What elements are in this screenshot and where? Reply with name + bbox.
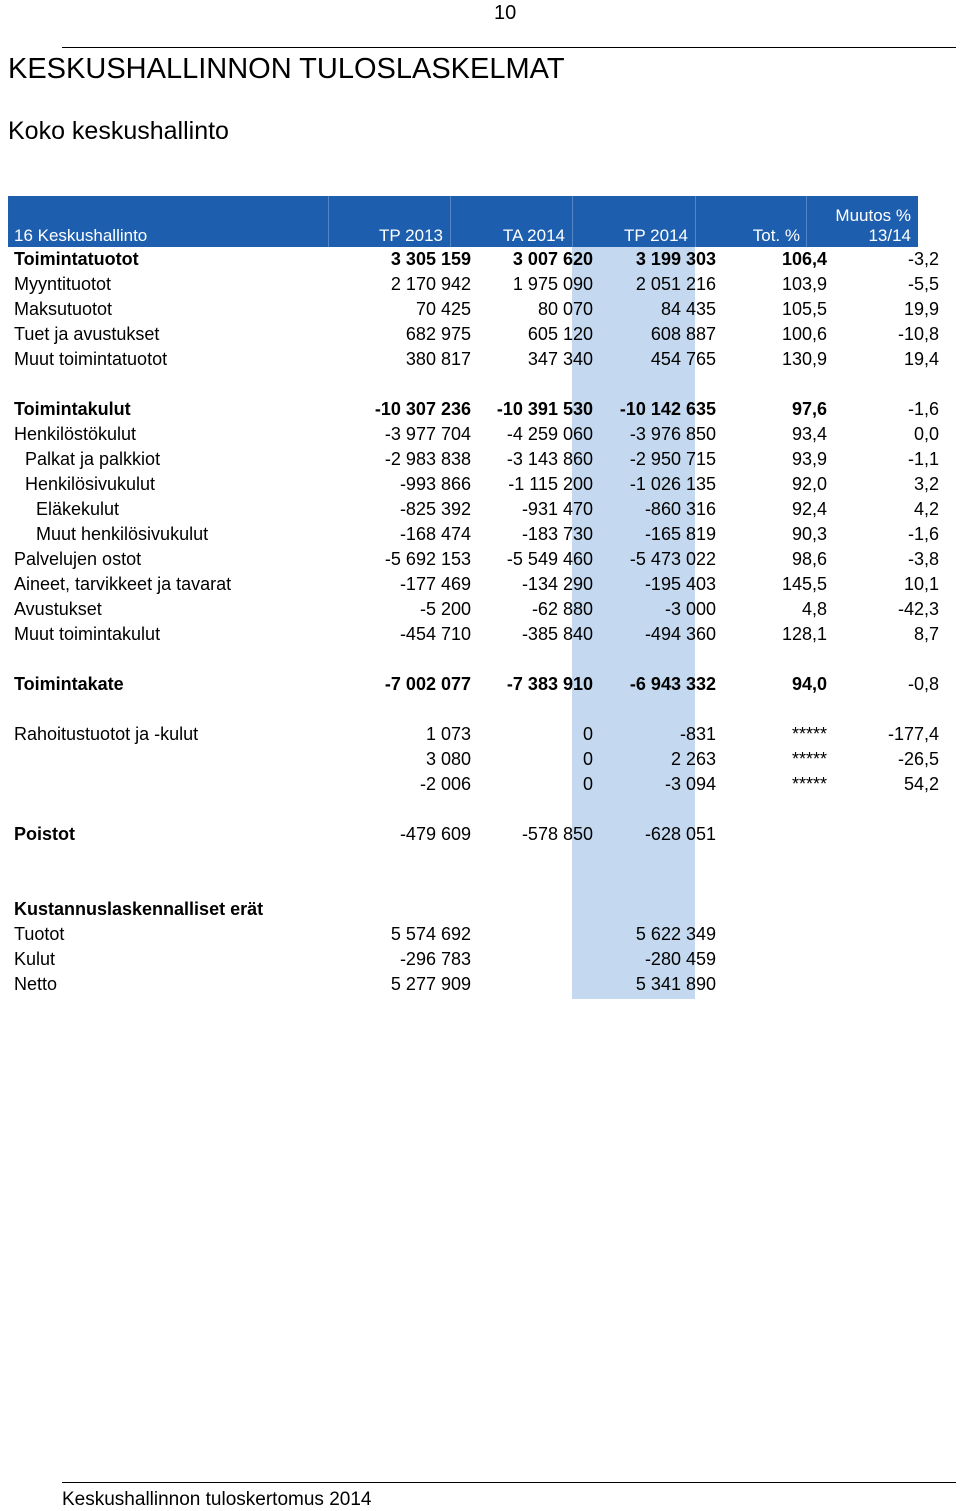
cell-muutos: 0,0 [913,424,939,444]
row-label: Henkilösivukulut [25,474,156,494]
cell-ta2014 [478,922,600,947]
cell-muutos: -0,8 [907,674,939,694]
cell-ta2014: -134 290 [521,574,593,594]
cell-tot-percent: ***** [791,774,827,794]
row-label: Muut toimintakulut [14,624,161,644]
cell-tp2014: 2 263 [670,749,716,769]
table-row [8,772,946,797]
cell-ta2014: 80 070 [537,299,593,319]
spacer-row [8,697,946,722]
cell-tot-percent [723,947,834,972]
cell-ta2014: -183 730 [521,524,593,544]
cell-ta2014: -62 880 [531,599,593,619]
top-rule [62,47,956,48]
cell-ta2014: -1 115 200 [508,474,593,494]
cell-tp2013: -5 692 153 [384,549,471,569]
row-label: Myyntituotot [14,274,112,294]
page-title: KESKUSHALLINNON TULOSLASKELMAT [8,53,565,85]
cell-tp2014: -494 360 [644,624,716,644]
row-label: Henkilöstökulut [14,424,137,444]
table-row [8,747,946,772]
cell-muutos: -3,2 [907,249,939,269]
header-separator [695,196,696,247]
cell-tp2013: -454 710 [399,624,471,644]
cell-tot-percent: 93,9 [791,449,827,469]
table-row [8,322,946,347]
header-label: 16 Keskushallinto [14,226,148,245]
table-row [8,897,946,922]
cell-ta2014: 0 [582,724,593,744]
cell-ta2014: -385 840 [521,624,593,644]
row-label: Tuotot [14,924,65,944]
cell-tp2013: 3 080 [425,749,471,769]
cell-muutos: 54,2 [903,774,939,794]
cell-tot-percent: 90,3 [791,524,827,544]
table-row [8,822,946,847]
cell-ta2014: -5 549 460 [506,549,593,569]
cell-ta2014 [478,897,600,922]
table-row [8,672,946,697]
table-row [8,247,946,272]
header-separator [328,196,329,247]
row-label: Avustukset [14,599,102,619]
cell-tp2014: -2 950 715 [629,449,716,469]
cell-ta2014: -7 383 910 [506,674,593,694]
cell-ta2014 [478,947,600,972]
cell-tp2014: -10 142 635 [619,399,716,419]
cell-tp2013: 5 277 909 [390,974,471,994]
cell-muutos: -3,8 [907,549,939,569]
cell-ta2014: 605 120 [527,324,593,344]
cell-ta2014: -3 143 860 [506,449,593,469]
cell-tp2014: -195 403 [644,574,716,594]
row-label: Netto [14,974,58,994]
cell-tot-percent: ***** [791,724,827,744]
spacer-row [8,847,946,897]
row-label: Poistot [14,824,75,844]
row-label: Rahoitustuotot ja -kulut [14,724,199,744]
row-label: Toimintakate [14,674,124,694]
cell-tp2014: -165 819 [644,524,716,544]
table-row [8,572,946,597]
cell-tp2013: -7 002 077 [384,674,471,694]
cell-tp2014: -6 943 332 [629,674,716,694]
income-statement-table [8,247,946,997]
cell-muutos [834,822,946,847]
cell-tot-percent: 4,8 [801,599,827,619]
table-row [8,597,946,622]
cell-tp2013: -2 983 838 [384,449,471,469]
cell-tot-percent: 128,1 [781,624,827,644]
cell-ta2014: -931 470 [521,499,593,519]
header-tp2013: TP 2013 [379,226,443,245]
row-label: Tuet ja avustukset [14,324,160,344]
cell-muutos: -42,3 [897,599,939,619]
cell-tp2013: 5 574 692 [390,924,471,944]
row-label: Muut henkilösivukulut [36,524,209,544]
cell-tp2013: 682 975 [405,324,471,344]
table-row [8,272,946,297]
cell-tot-percent: 98,6 [791,549,827,569]
table-row [8,622,946,647]
cell-tp2013: -5 200 [419,599,471,619]
header-separator [450,196,451,247]
table-row [8,522,946,547]
cell-tp2014: -1 026 135 [629,474,716,494]
cell-tp2014: -860 316 [644,499,716,519]
cell-tp2014: 3 199 303 [635,249,716,269]
table-row [8,722,946,747]
cell-tp2013: -10 307 236 [374,399,471,419]
cell-muutos: 3,2 [913,474,939,494]
cell-muutos: -1,1 [907,449,939,469]
row-label: Palvelujen ostot [14,549,142,569]
page-footer: Keskushallinnon tuloskertomus 2014 [62,1489,372,1510]
cell-muutos: 19,4 [903,349,939,369]
cell-ta2014: -4 259 060 [506,424,593,444]
cell-muutos: -1,6 [907,524,939,544]
table-row [8,547,946,572]
cell-ta2014 [478,972,600,997]
row-label: Toimintakulut [14,399,131,419]
cell-tp2013: 380 817 [405,349,471,369]
cell-muutos: 19,9 [903,299,939,319]
cell-tot-percent: ***** [791,749,827,769]
cell-tp2014: -628 051 [644,824,716,844]
cell-tp2014 [600,897,723,922]
cell-tp2014: -5 473 022 [629,549,716,569]
row-label: Kustannuslaskennalliset erät [14,899,264,919]
cell-tot-percent [723,972,834,997]
header-tot-percent: Tot. % [752,226,800,245]
table-row [8,972,946,997]
cell-muutos: -177,4 [887,724,939,744]
cell-muutos: 8,7 [913,624,939,644]
spacer-row [8,797,946,822]
cell-muutos [834,897,946,922]
header-muutos-line2: 13/14 [868,226,911,245]
page-number: 10 [494,2,517,24]
cell-tot-percent: 93,4 [791,424,827,444]
cell-tp2014: 608 887 [650,324,716,344]
table-row [8,497,946,522]
cell-tp2013: -2 006 [419,774,471,794]
cell-tp2013: -993 866 [399,474,471,494]
cell-tp2013: -177 469 [399,574,471,594]
cell-tot-percent: 97,6 [791,399,827,419]
cell-ta2014: 347 340 [527,349,593,369]
cell-tp2014: -280 459 [644,949,716,969]
cell-muutos: -10,8 [897,324,939,344]
header-separator [806,196,807,247]
cell-tp2013: -479 609 [399,824,471,844]
cell-tp2013: -825 392 [399,499,471,519]
cell-tp2014: 5 622 349 [635,924,716,944]
row-label: Kulut [14,949,56,969]
cell-ta2014: 0 [582,774,593,794]
cell-tp2013: -296 783 [399,949,471,969]
table-row [8,347,946,372]
table-row [8,447,946,472]
row-label: Eläkekulut [36,499,120,519]
cell-tp2013: 3 305 159 [390,249,471,269]
cell-muutos: 10,1 [903,574,939,594]
row-label: Toimintatuotot [14,249,139,269]
cell-tot-percent: 100,6 [781,324,827,344]
cell-tot-percent: 145,5 [781,574,827,594]
row-label: Palkat ja palkkiot [25,449,161,469]
cell-ta2014: -10 391 530 [496,399,593,419]
row-label [8,747,356,772]
spacer-row [8,372,946,397]
cell-tot-percent [723,922,834,947]
cell-tp2014: -3 000 [664,599,716,619]
cell-muutos: -1,6 [907,399,939,419]
cell-ta2014: 1 975 090 [512,274,593,294]
table-row [8,472,946,497]
cell-tp2014: 454 765 [650,349,716,369]
cell-tp2013: -3 977 704 [384,424,471,444]
header-tp2014: TP 2014 [624,226,688,245]
table-row [8,922,946,947]
cell-tp2013 [356,897,478,922]
header-separator [572,196,573,247]
page-subtitle: Koko keskushallinto [8,117,229,145]
cell-tp2013: 1 073 [425,724,471,744]
cell-tot-percent: 92,0 [791,474,827,494]
cell-tot-percent: 103,9 [781,274,827,294]
cell-muutos: 4,2 [913,499,939,519]
cell-tp2014: -3 976 850 [629,424,716,444]
cell-tot-percent [723,897,834,922]
header-muutos-line1: Muutos % [835,206,911,225]
bottom-rule [62,1482,956,1483]
cell-tp2013: 2 170 942 [390,274,471,294]
table-row [8,422,946,447]
cell-tot-percent: 105,5 [781,299,827,319]
cell-tot-percent: 130,9 [781,349,827,369]
row-label [8,772,356,797]
cell-muutos: -5,5 [907,274,939,294]
cell-tot-percent [723,822,834,847]
cell-ta2014: -578 850 [521,824,593,844]
cell-tot-percent: 92,4 [791,499,827,519]
cell-muutos: -26,5 [897,749,939,769]
cell-tp2014: 2 051 216 [635,274,716,294]
cell-tot-percent: 94,0 [791,674,827,694]
row-label: Maksutuotot [14,299,113,319]
table-row [8,397,946,422]
cell-tp2014: 84 435 [660,299,716,319]
cell-tp2013: 70 425 [415,299,471,319]
cell-tot-percent: 106,4 [781,249,827,269]
cell-tp2014: -831 [679,724,716,744]
row-label: Aineet, tarvikkeet ja tavarat [14,574,232,594]
cell-ta2014: 0 [582,749,593,769]
cell-tp2014: -3 094 [664,774,716,794]
cell-muutos [834,972,946,997]
cell-ta2014: 3 007 620 [512,249,593,269]
table-row [8,297,946,322]
header-ta2014: TA 2014 [502,226,565,245]
cell-muutos [834,947,946,972]
cell-tp2014: 5 341 890 [635,974,716,994]
spacer-row [8,647,946,672]
table-row [8,947,946,972]
cell-muutos [834,922,946,947]
row-label: Muut toimintatuotot [14,349,168,369]
cell-tp2013: -168 474 [399,524,471,544]
